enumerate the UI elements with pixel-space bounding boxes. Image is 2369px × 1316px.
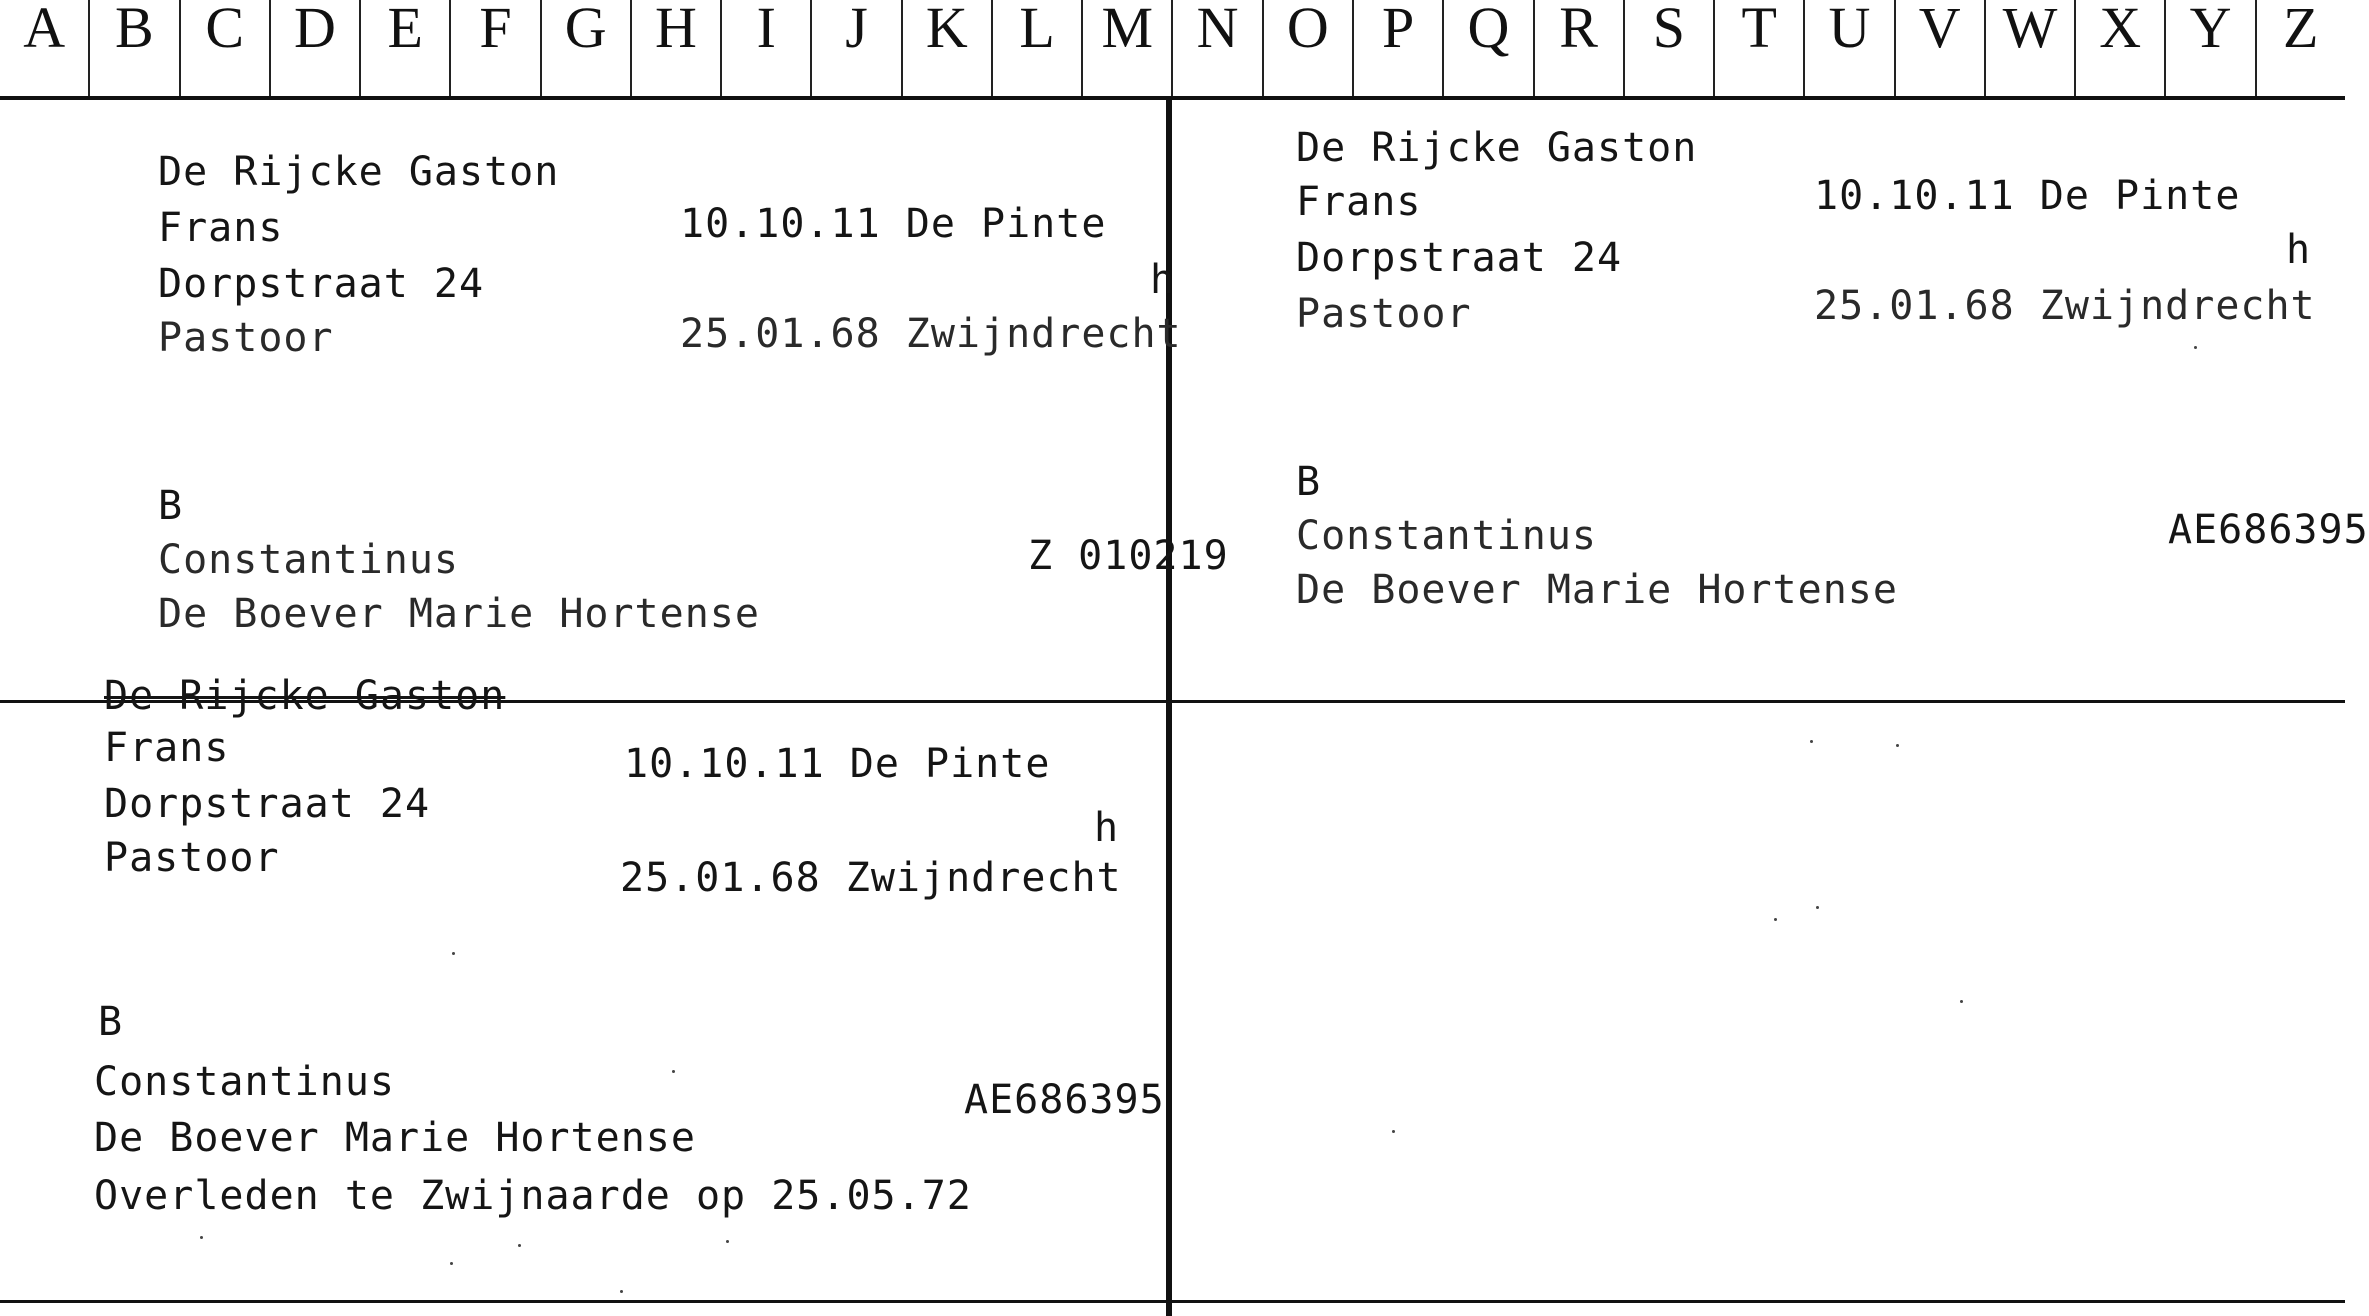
card-death: 25.01.68 Zwijndrecht xyxy=(680,311,1182,357)
speckle xyxy=(672,1070,675,1073)
card-number: AE686395 xyxy=(964,1077,1165,1123)
card-firstname: Frans xyxy=(1296,179,1422,225)
alphabet-letter-i: I xyxy=(722,0,812,96)
card-mother: De Boever Marie Hortense xyxy=(158,591,760,637)
alphabet-letter-e: E xyxy=(361,0,451,96)
alphabet-letter-w: W xyxy=(1986,0,2076,96)
speckle xyxy=(1810,740,1813,743)
alphabet-letter-t: T xyxy=(1715,0,1805,96)
alphabet-letter-b: B xyxy=(90,0,180,96)
card-category: B xyxy=(1296,459,1322,505)
alphabet-letter-q: Q xyxy=(1444,0,1534,96)
alphabet-letter-c: C xyxy=(181,0,271,96)
speckle xyxy=(1960,1000,1963,1003)
card-address: Dorpstraat 24 xyxy=(104,781,431,827)
card-address: Dorpstraat 24 xyxy=(1296,235,1623,281)
card-parent: Constantinus xyxy=(158,537,459,583)
alphabet-letter-u: U xyxy=(1805,0,1895,96)
alphabet-letter-k: K xyxy=(903,0,993,96)
card-occupation: Pastoor xyxy=(158,315,334,361)
card-occupation: Pastoor xyxy=(1296,291,1472,337)
alphabet-letter-j: J xyxy=(812,0,902,96)
card-surname: De Rijcke Gaston xyxy=(1296,125,1698,171)
card-death: 25.01.68 Zwijndrecht xyxy=(620,855,1122,901)
card-death-note: Overleden te Zwijnaarde op 25.05.72 xyxy=(94,1173,972,1219)
card-death: 25.01.68 Zwijndrecht xyxy=(1814,283,2316,329)
alphabet-letter-h: H xyxy=(632,0,722,96)
card-address: Dorpstraat 24 xyxy=(158,261,485,307)
alphabet-letter-g: G xyxy=(542,0,632,96)
card-number: AE686395 xyxy=(2168,507,2369,553)
speckle xyxy=(1392,1130,1395,1133)
card-divider-bottom-left xyxy=(0,1300,1166,1303)
speckle xyxy=(518,1244,521,1247)
alphabet-letter-a: A xyxy=(0,0,90,96)
card-marker: h xyxy=(2286,227,2312,273)
card-category: B xyxy=(158,483,184,529)
alphabet-letter-f: F xyxy=(451,0,541,96)
card-divider-bottom-right xyxy=(1172,1300,2345,1303)
card-parent: Constantinus xyxy=(1296,513,1597,559)
card-category: B xyxy=(98,999,124,1045)
card-birth: 10.10.11 De Pinte xyxy=(624,741,1051,787)
speckle xyxy=(620,1290,623,1293)
alphabet-letter-x: X xyxy=(2076,0,2166,96)
alphabet-index-bar xyxy=(0,0,2345,100)
alphabet-letter-d: D xyxy=(271,0,361,96)
card-parent: Constantinus xyxy=(94,1059,395,1105)
alphabet-letter-v: V xyxy=(1896,0,1986,96)
card-surname: De Rijcke Gaston xyxy=(104,673,506,719)
speckle xyxy=(1816,906,1819,909)
alphabet-letter-l: L xyxy=(993,0,1083,96)
speckle xyxy=(1774,918,1777,921)
alphabet-letter-y: Y xyxy=(2166,0,2256,96)
card-divider-horizontal-right xyxy=(1172,700,2345,703)
speckle xyxy=(450,1262,453,1265)
speckle xyxy=(2194,346,2197,349)
card-mother: De Boever Marie Hortense xyxy=(1296,567,1898,613)
card-number: Z 010219 xyxy=(1028,533,1229,579)
speckle xyxy=(726,1240,729,1243)
card-firstname: Frans xyxy=(158,205,284,251)
alphabet-letter-r: R xyxy=(1535,0,1625,96)
card-birth: 10.10.11 De Pinte xyxy=(1814,173,2241,219)
card-occupation: Pastoor xyxy=(104,835,280,881)
alphabet-letter-z: Z xyxy=(2283,0,2319,60)
speckle xyxy=(452,952,455,955)
card-marker: h xyxy=(1150,257,1176,303)
alphabet-letter-m: M xyxy=(1083,0,1173,96)
speckle xyxy=(1896,744,1899,747)
alphabet-letter-o: O xyxy=(1264,0,1354,96)
alphabet-letter-s: S xyxy=(1625,0,1715,96)
card-surname: De Rijcke Gaston xyxy=(158,149,560,195)
card-firstname: Frans xyxy=(104,725,230,771)
alphabet-letter-p: P xyxy=(1354,0,1444,96)
alphabet-letter-n: N xyxy=(1173,0,1263,96)
card-marker: h xyxy=(1094,805,1120,851)
speckle xyxy=(200,1236,203,1239)
card-mother: De Boever Marie Hortense xyxy=(94,1115,696,1161)
card-birth: 10.10.11 De Pinte xyxy=(680,201,1107,247)
